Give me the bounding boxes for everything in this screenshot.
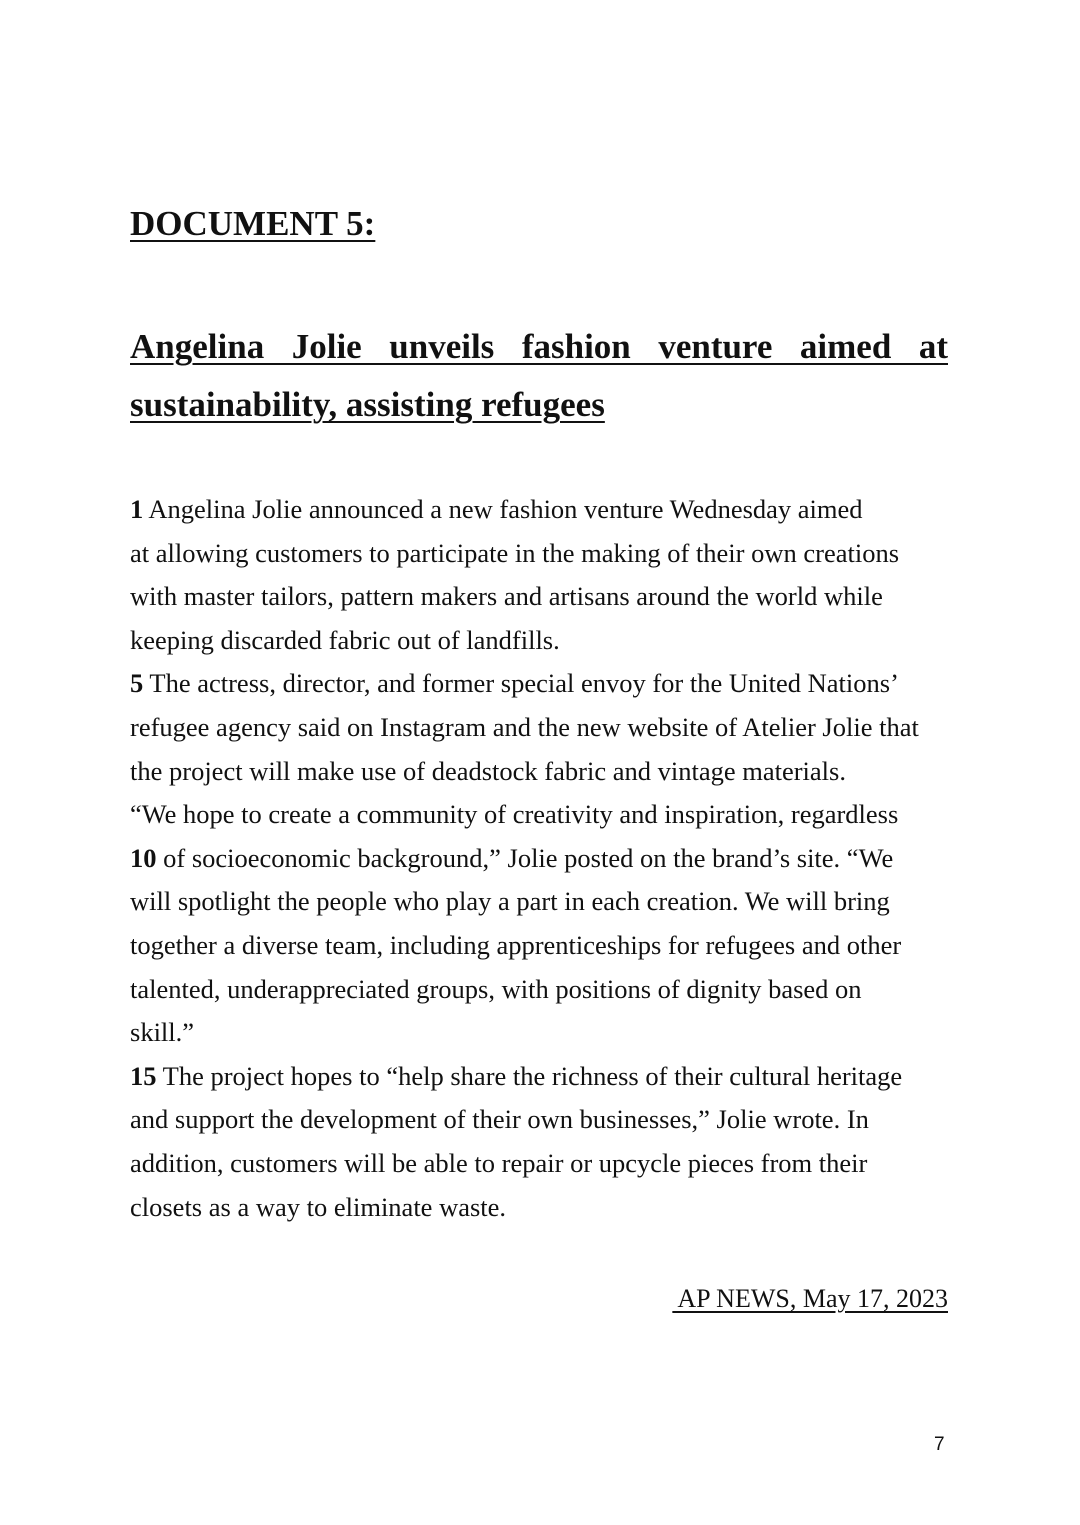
- body-line: [130, 1011, 960, 1055]
- body-line: [130, 1142, 960, 1186]
- body-line: [130, 706, 960, 750]
- body-line: [130, 1055, 960, 1099]
- page-number: 7: [934, 1434, 945, 1455]
- body-line: [130, 1186, 960, 1230]
- body-line: [130, 532, 960, 576]
- line-text: will spotlight the people who play a part in each creation. We will bring: [130, 886, 890, 917]
- body-line: [130, 619, 960, 663]
- headline-line-2: sustainability, assisting refugees: [130, 385, 605, 424]
- body-line: [130, 880, 960, 924]
- line-text: refugee agency said on Instagram and the new website of Atelier Jolie that: [130, 711, 919, 742]
- line-text: at allowing customers to participate in the making of their own creations: [130, 537, 900, 568]
- line-text: Angelina Jolie announced a new fashion venture Wednesday aimed: [143, 494, 863, 524]
- body-line: [130, 488, 960, 532]
- line-number: 15: [130, 1060, 157, 1091]
- line-text: the project will make use of deadstock fabric and vintage materials.: [130, 755, 846, 786]
- line-text: The actress, director, and former special envoy for the United Nations’: [143, 668, 899, 699]
- line-text: with master tailors, pattern makers and artisans around the world while: [130, 581, 883, 612]
- body-line: [130, 1098, 960, 1142]
- line-number: 1: [130, 494, 144, 524]
- line-text: skill.”: [130, 1017, 195, 1048]
- line-number: 10: [130, 842, 157, 873]
- headline: [130, 318, 948, 434]
- body-line: [130, 750, 960, 794]
- line-text: talented, underappreciated groups, with positions of dignity based on: [130, 973, 862, 1004]
- line-text: “We hope to create a community of creativity and inspiration, regardless: [130, 799, 899, 830]
- headline-line-1: Angelina Jolie unveils fashion venture aimed at: [130, 327, 948, 366]
- body-line: [130, 924, 960, 968]
- line-text: closets as a way to eliminate waste.: [130, 1191, 507, 1222]
- article-body: [130, 488, 960, 1229]
- line-number: 5: [130, 668, 144, 699]
- body-line: [130, 837, 960, 881]
- line-text: together a diverse team, including apprenticeships for refugees and other: [130, 929, 902, 960]
- body-line: [130, 662, 960, 706]
- line-text: The project hopes to “help share the richness of their cultural heritage: [156, 1060, 903, 1091]
- source-citation: AP NEWS, May 17, 2023: [672, 1284, 948, 1313]
- body-line: [130, 793, 960, 837]
- line-text: and support the development of their own businesses,” Jolie wrote. In: [130, 1104, 869, 1135]
- body-line: [130, 575, 960, 619]
- line-text: of socioeconomic background,” Jolie posted on the brand’s site. “We: [156, 842, 894, 873]
- body-line: [130, 968, 960, 1012]
- document-label: DOCUMENT 5:: [130, 204, 376, 243]
- line-text: keeping discarded fabric out of landfills.: [130, 624, 560, 655]
- line-text: addition, customers will be able to repair or upcycle pieces from their: [130, 1147, 868, 1178]
